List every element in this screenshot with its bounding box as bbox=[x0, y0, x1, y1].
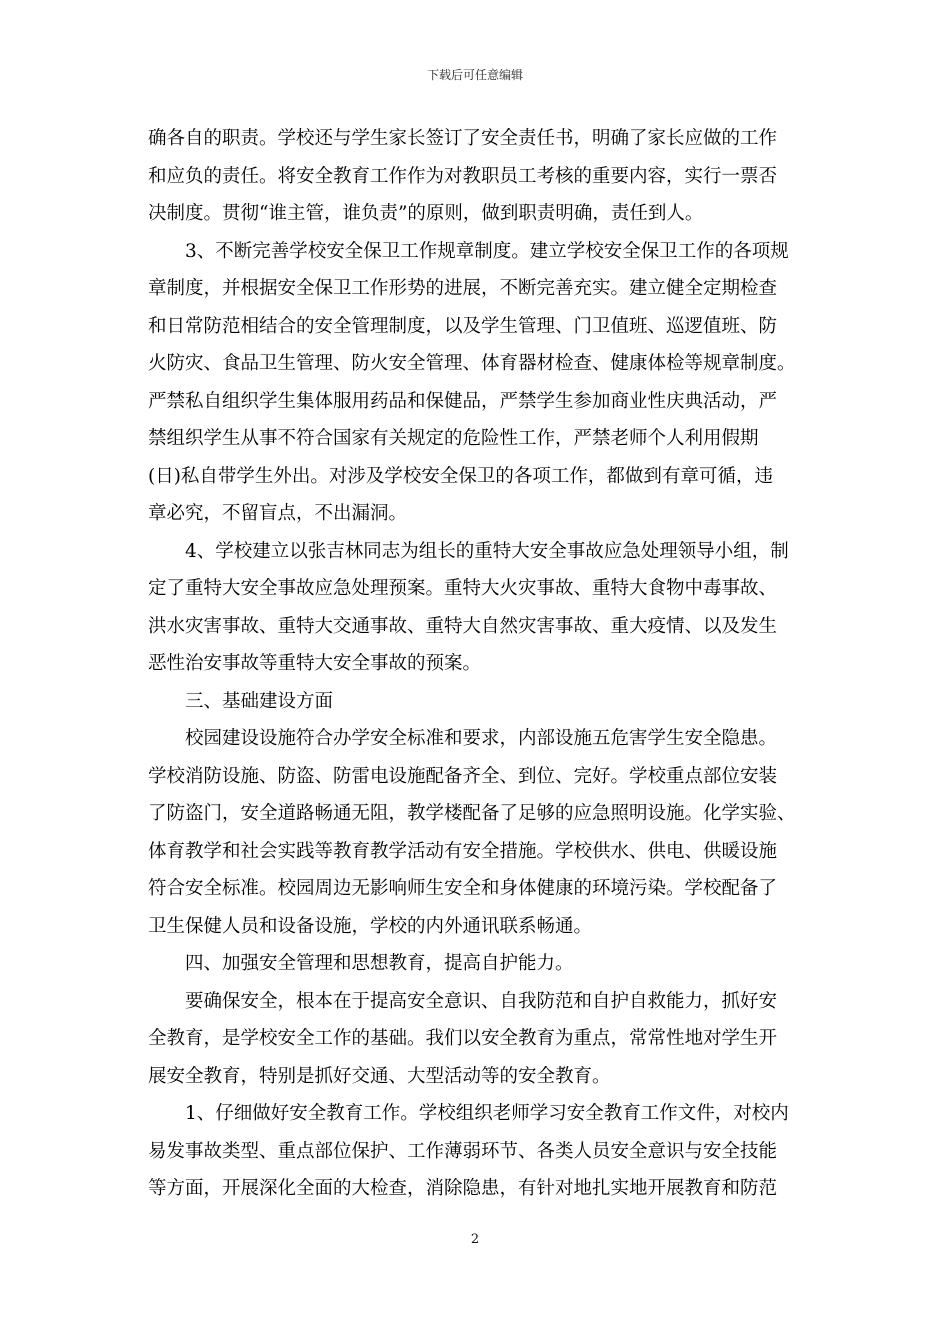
text-line: 3、不断完善学校安全保卫工作规章制度。建立学校安全保卫工作的各项规 bbox=[185, 240, 789, 262]
text-line: 等方面，开展深化全面的大检查，消除隐患，有针对地扎实地开展教育和防范 bbox=[148, 1178, 778, 1199]
text-line: 三、基础建设方面 bbox=[185, 690, 334, 712]
text-line: 校园建设设施符合办学安全标准和要求，内部设施五危害学生安全隐患。 bbox=[185, 728, 778, 749]
text-line: 确各自的职责。学校还与学生家长签订了安全责任书，明确了家长应做的工作 bbox=[148, 128, 778, 149]
text-line: 四、加强安全管理和思想教育，提高自护能力。 bbox=[185, 953, 574, 974]
document-body bbox=[148, 120, 808, 1208]
text-line: 易发事故类型、重点部位保护、工作薄弱环节、各类人员安全意识与安全技能 bbox=[148, 1140, 778, 1162]
text-line: 学校消防设施、防盗、防雷电设施配备齐全、到位、完好。学校重点部位安装 bbox=[148, 765, 778, 787]
text-line: 和日常防范相结合的安全管理制度，以及学生管理、门卫值班、巡逻值班、防 bbox=[148, 315, 778, 337]
text-line: 全教育，是学校安全工作的基础。我们以安全教育为重点，常常性地对学生开 bbox=[148, 1028, 778, 1049]
text-line: 火防灾、食品卫生管理、防火安全管理、体育器材检查、健康体检等规章制度。 bbox=[148, 353, 796, 374]
text-line: 和应负的责任。将安全教育工作作为对教职员工考核的重要内容，实行一票否 bbox=[148, 165, 778, 187]
text-line: 符合安全标准。校园周边无影响师生安全和身体健康的环境污染。学校配备了 bbox=[148, 878, 778, 899]
text-line: 4、学校建立以张吉林同志为组长的重特大安全事故应急处理领导小组，制 bbox=[185, 540, 789, 562]
text-line: 要确保安全，根本在于提高安全意识、自我防范和自护自救能力，抓好安 bbox=[185, 990, 778, 1012]
text-line: 洪水灾害事故、重特大交通事故、重特大自然灾害事故、重大疫情、以及发生 bbox=[148, 615, 778, 637]
page-number: 2 bbox=[470, 1232, 480, 1247]
text-line: 了防盗门，安全道路畅通无阻，教学楼配备了足够的应急照明设施。化学实验、 bbox=[148, 803, 796, 824]
text-line: 恶性治安事故等重特大安全事故的预案。 bbox=[148, 653, 482, 674]
text-line: 章制度，并根据安全保卫工作形势的进展，不断完善充实。建立健全定期检查 bbox=[148, 278, 778, 299]
text-line: 卫生保健人员和设备设施，学校的内外通讯联系畅通。 bbox=[148, 915, 593, 937]
text-line: 严禁私自组织学生集体服用药品和保健品，严禁学生参加商业性庆典活动，严 bbox=[148, 390, 778, 412]
text-line: 1、仔细做好安全教育工作。学校组织老师学习安全教育工作文件，对校内 bbox=[185, 1103, 789, 1124]
text-line: (日)私自带学生外出。对涉及学校安全保卫的各项工作，都做到有章可循，违 bbox=[148, 465, 773, 487]
text-line: 章必究，不留盲点，不出漏洞。 bbox=[148, 503, 408, 524]
text-line: 决制度。贯彻“谁主管，谁负责”的原则，做到职责明确，责任到人。 bbox=[148, 203, 704, 224]
page-header: 下载后可任意编辑 bbox=[426, 68, 523, 82]
text-line: 定了重特大安全事故应急处理预案。重特大火灾事故、重特大食物中毒事故、 bbox=[148, 578, 778, 599]
text-line: 禁组织学生从事不符合国家有关规定的危险性工作，严禁老师个人利用假期 bbox=[148, 428, 759, 449]
text-line: 展安全教育，特别是抓好交通、大型活动等的安全教育。 bbox=[148, 1065, 611, 1087]
text-line: 体育教学和社会实践等教育教学活动有安全措施。学校供水、供电、供暖设施 bbox=[148, 840, 778, 862]
